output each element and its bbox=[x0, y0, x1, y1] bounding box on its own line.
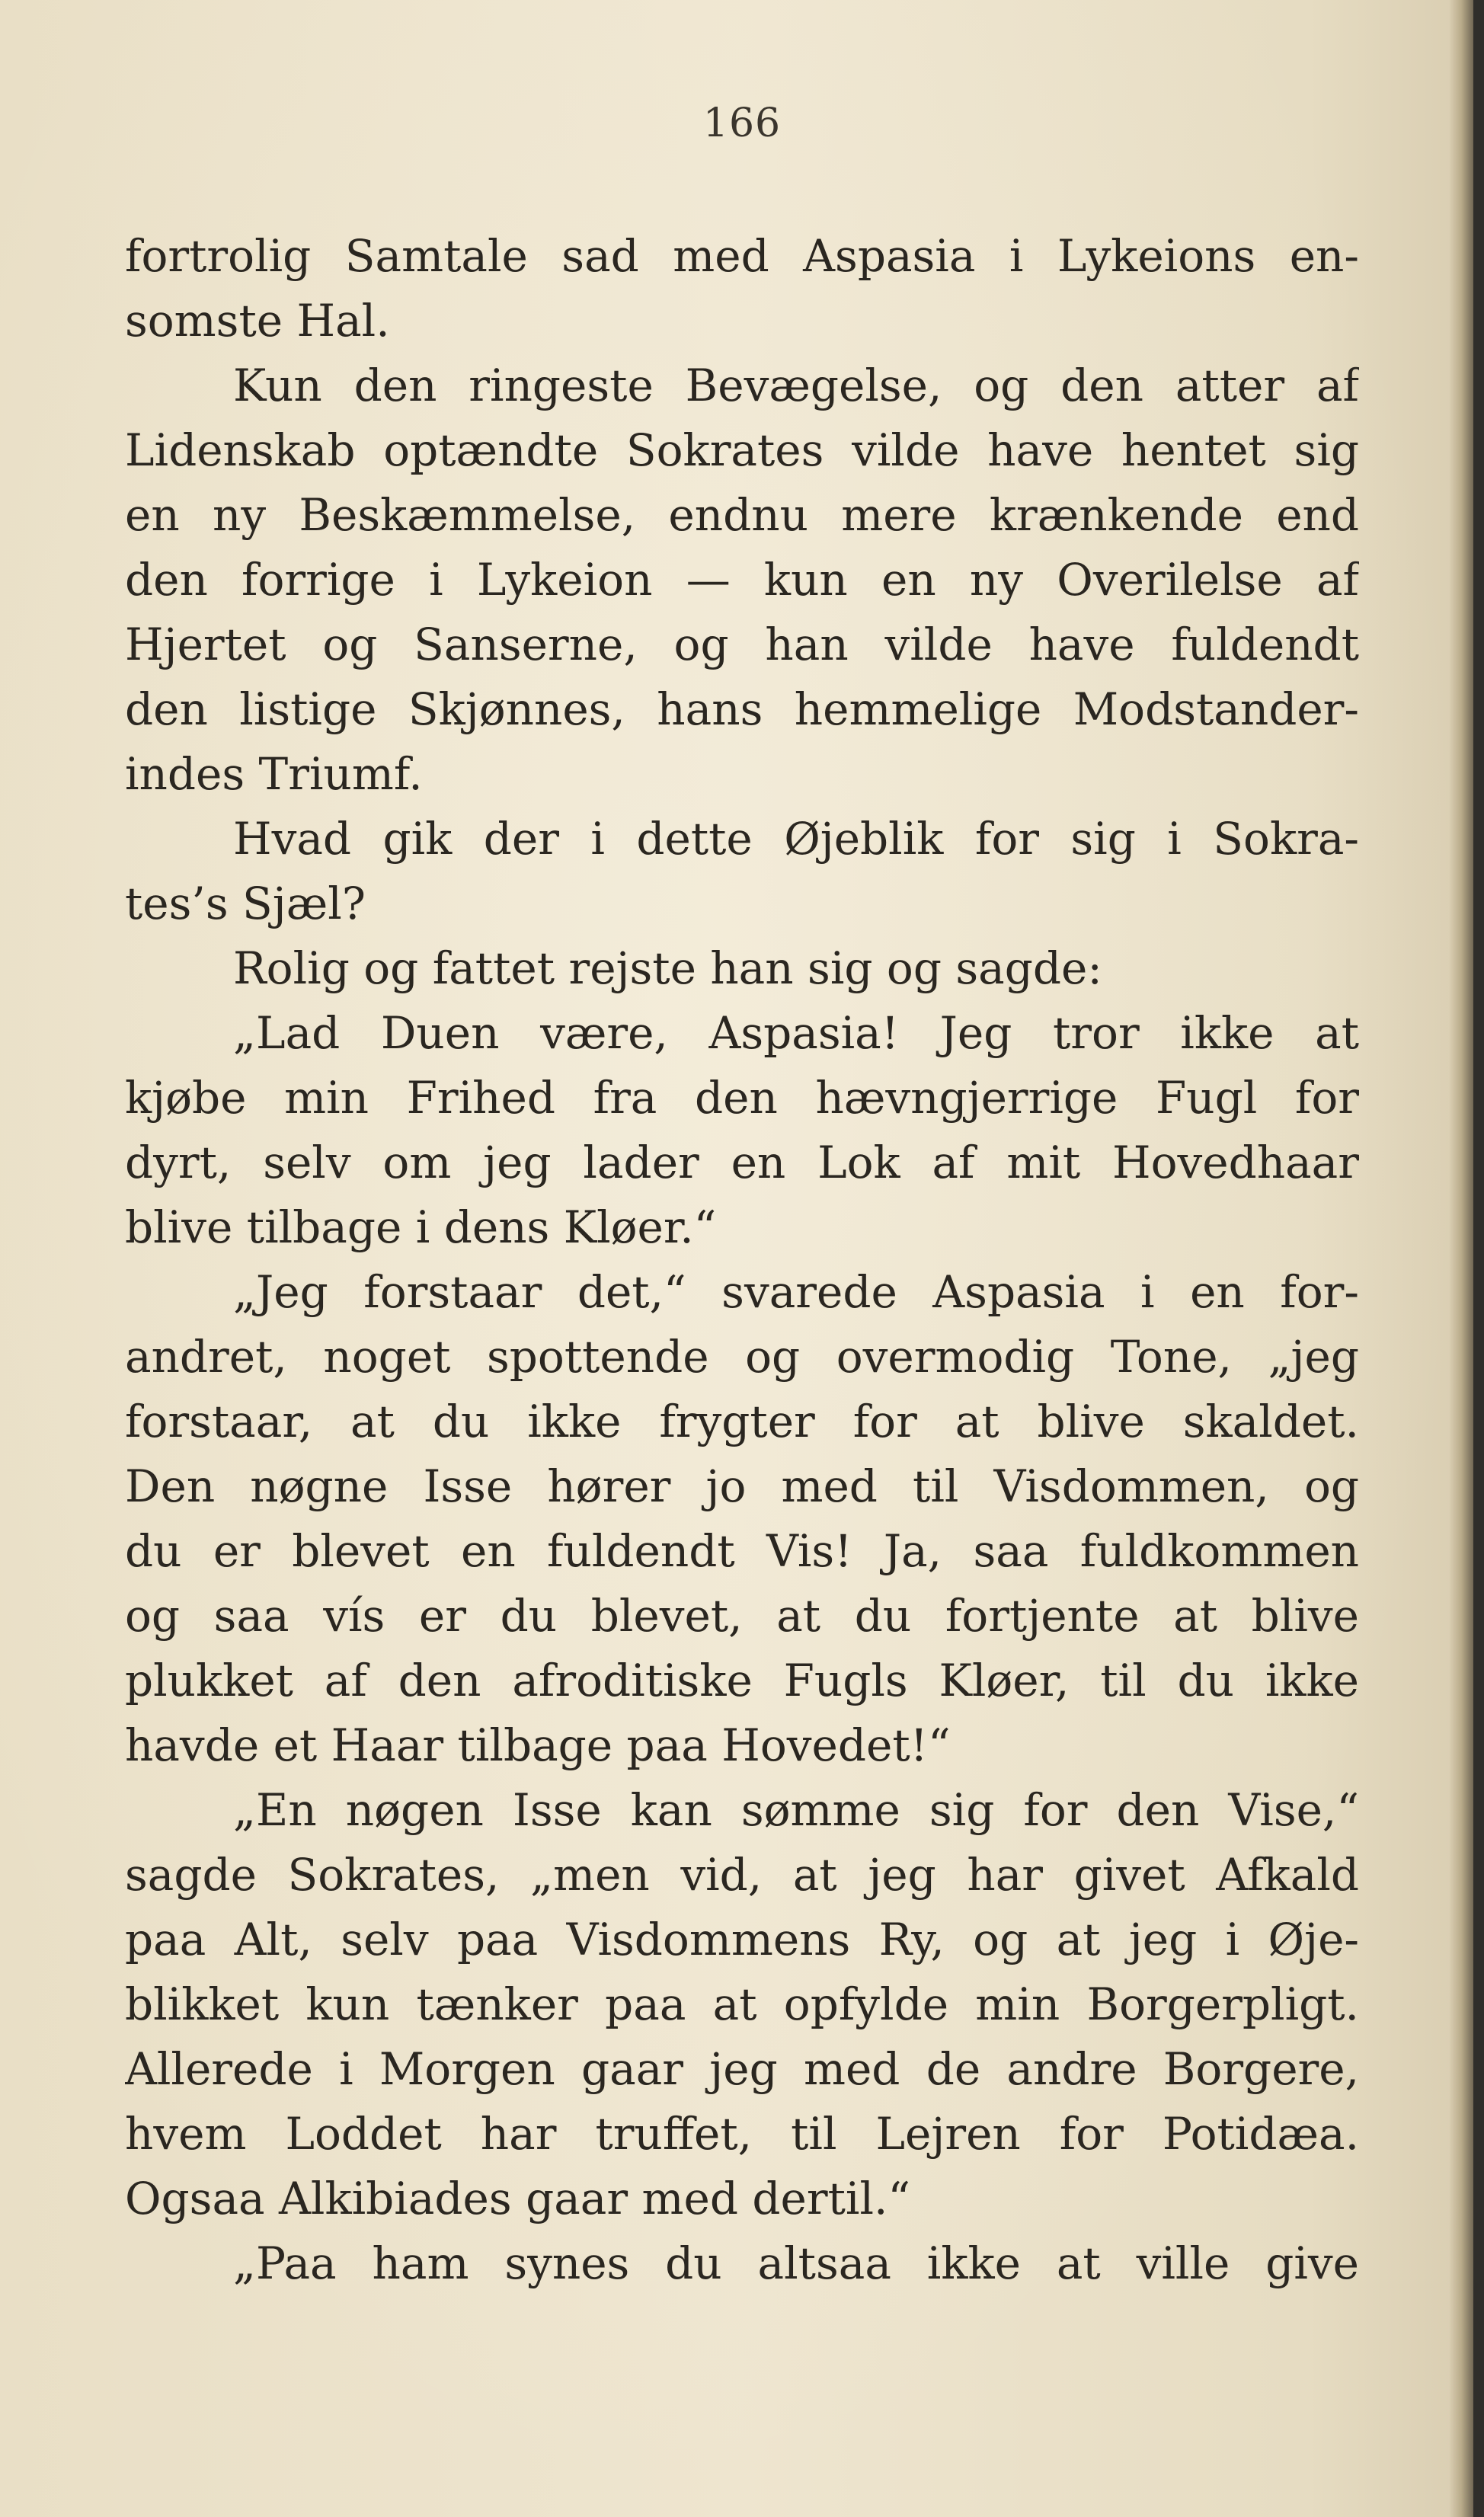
text-line: „Jeg forstaar det,“ svarede Aspasia i en for- bbox=[233, 1266, 1359, 1318]
text-line: Allerede i Morgen gaar jeg med de andre Borgere, bbox=[125, 2043, 1359, 2095]
text-line: andret, noget spottende og overmodig Tone, „jeg bbox=[125, 1331, 1359, 1383]
text-line: forstaar, at du ikke frygter for at blive skaldet. bbox=[125, 1396, 1359, 1447]
text-line: Kun den ringeste Bevægelse, og den atter af bbox=[233, 360, 1359, 411]
page-edge-binding bbox=[1473, 0, 1484, 2517]
text-line: blikket kun tænker paa at opfylde min Borgerpligt. bbox=[125, 1978, 1359, 2030]
text-line: tes’s Sjæl? bbox=[125, 878, 366, 929]
text-line: og saa vís er du blevet, at du fortjente at blive bbox=[125, 1590, 1359, 1642]
text-line: Hvad gik der i dette Øjeblik for sig i Sokra- bbox=[233, 813, 1359, 865]
text-line: du er blevet en fuldendt Vis! Ja, saa fuldkommen bbox=[125, 1525, 1359, 1577]
text-line: „En nøgen Isse kan sømme sig for den Vise,“ bbox=[233, 1784, 1359, 1836]
text-line: indes Triumf. bbox=[125, 748, 423, 800]
text-line: en ny Beskæmmelse, endnu mere krænkende end bbox=[125, 489, 1359, 541]
page-number: 166 bbox=[702, 101, 782, 146]
text-line: kjøbe min Frihed fra den hævngjerrige Fugl for bbox=[125, 1072, 1359, 1124]
text-line: Lidenskab optændte Sokrates vilde have hentet sig bbox=[125, 424, 1359, 476]
text-line: paa Alt, selv paa Visdommens Ry, og at jeg i Øje- bbox=[125, 1914, 1359, 1965]
text-line: Ogsaa Alkibiades gaar med dertil.“ bbox=[125, 2173, 911, 2224]
text-line: den forrige i Lykeion — kun en ny Overilelse af bbox=[125, 554, 1359, 606]
text-line: den listige Skjønnes, hans hemmelige Modstander- bbox=[125, 683, 1359, 735]
text-line: Hjertet og Sanserne, og han vilde have fuldendt bbox=[125, 619, 1359, 670]
body-text bbox=[125, 224, 1359, 2296]
text-line: Den nøgne Isse hører jo med til Visdommen, og bbox=[125, 1460, 1359, 1512]
text-line: sagde Sokrates, „men vid, at jeg har givet Afkald bbox=[125, 1849, 1359, 1901]
text-line: „Paa ham synes du altsaa ikke at ville give bbox=[233, 2237, 1359, 2289]
text-line: fortrolig Samtale sad med Aspasia i Lykeions en- bbox=[125, 230, 1359, 282]
text-line: „Lad Duen være, Aspasia! Jeg tror ikke at bbox=[233, 1007, 1359, 1059]
text-line: havde et Haar tilbage paa Hovedet!“ bbox=[125, 1719, 951, 1771]
text-line: somste Hal. bbox=[125, 295, 390, 347]
text-line: blive tilbage i dens Kløer.“ bbox=[125, 1201, 717, 1253]
text-line: hvem Loddet har truffet, til Lejren for Potidæa. bbox=[125, 2108, 1359, 2160]
text-line: dyrt, selv om jeg lader en Lok af mit Hovedhaar bbox=[125, 1137, 1359, 1188]
text-line: plukket af den afroditiske Fugls Kløer, til du ikke bbox=[125, 1655, 1359, 1706]
text-line: Rolig og fattet rejste han sig og sagde: bbox=[233, 942, 1102, 994]
